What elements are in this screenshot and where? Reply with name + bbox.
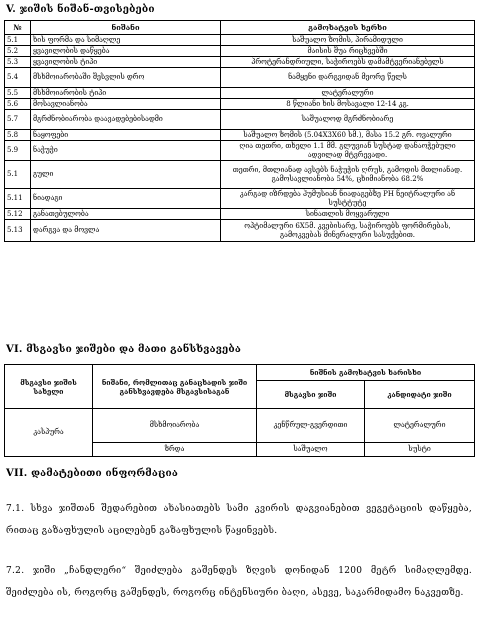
row-feature: ხის ფორმა და სიმაღლე [31, 35, 221, 46]
characteristic-row [5, 130, 475, 141]
row-number: 5.8 [5, 130, 31, 141]
row-description: საშუალო ზომის (5.04X3X60 სმ.), მასა 15.2 გრ. ოვალური [221, 130, 475, 141]
header-feature: ნიშანი [31, 21, 221, 35]
row-description: ლატერალური [221, 88, 475, 99]
header-candidate-variety: კანდიდატი ჯიში [365, 381, 475, 409]
row-feature: მსხმოიარობის ტიპი [31, 88, 221, 99]
comparison-table [4, 364, 475, 457]
candidate-variety-value: ლატერალური [365, 409, 475, 443]
characteristic-row [5, 88, 475, 99]
row-feature: ნაჭუჭი [31, 141, 221, 161]
distinguishing-sign: მსხმოიარობა [93, 409, 257, 443]
characteristic-row [5, 189, 475, 209]
header-expression: გამოხატვის ხერხი [221, 21, 475, 35]
row-number: 5.12 [5, 209, 31, 220]
row-number: 5.7 [5, 110, 31, 130]
row-description: ოპტიმალური 6X5მ. კვებისარე, საჭიროებს ფორმირებას, გამოკვებას მინერალური სასუქებით. [221, 220, 475, 242]
row-description: საშუალო ზომის, პირამიდული [221, 35, 475, 46]
characteristic-row [5, 46, 475, 57]
header-distinguishing-sign: ნიშანი, რომლითაც განაცხადის ჯიში განსხვავდება მსგავსისაგან [93, 365, 257, 409]
row-description: პროტერანდრიული, საჭიროებს დამამტვერიანებელს [221, 57, 475, 68]
section5-title: V. ჯიშის ნიშან-თვისებები [6, 4, 155, 15]
similar-variety-value: კენწრულ-გვერდითი [257, 409, 365, 443]
candidate-variety-value: სუსტი [365, 443, 475, 457]
header-number: № [5, 21, 31, 35]
header-expression-degree: ნიშნის გამოხატვის ხარისხი [257, 365, 475, 381]
characteristic-row [5, 99, 475, 110]
row-feature: ნაყოფები [31, 130, 221, 141]
row-number: 5.11 [5, 189, 31, 209]
characteristics-header-row [5, 21, 475, 35]
row-number: 5.13 [5, 220, 31, 242]
characteristic-row [5, 161, 475, 189]
comparison-header-row [5, 365, 475, 381]
distinguishing-sign: ზრდა [93, 443, 257, 457]
section6-title: VI. მსგავსი ჯიშები და მათი განსხვავება [6, 344, 241, 355]
row-feature: განათებულობა [31, 209, 221, 220]
row-feature: მსხმოიარობაში შესვლის დრო [31, 68, 221, 88]
characteristic-row [5, 35, 475, 46]
row-feature: ნიადაგი [31, 189, 221, 209]
row-feature: გული [31, 161, 221, 189]
characteristic-row [5, 220, 475, 242]
characteristic-row [5, 57, 475, 68]
row-feature: ყვავილობის დაწყება [31, 46, 221, 57]
characteristic-row [5, 110, 475, 130]
row-number: 5.6 [5, 99, 31, 110]
row-number: 5.2 [5, 46, 31, 57]
paragraph-7-1: 7.1. სხვა ჯიშთან შედარებით ახასიათებს სამი კვირის დაგვიანებით ვეგეტაციის დაწყება, რითაც გაზაფხულის აცილებენ გაზაფხულის წაყინვებს. [6, 504, 472, 536]
section7-title: VII. დამატებითი ინფორმაცია [6, 468, 179, 479]
characteristic-row [5, 209, 475, 220]
similar-variety-value: საშუალო [257, 443, 365, 457]
row-number: 5.1 [5, 161, 31, 189]
row-number: 5.3 [5, 57, 31, 68]
row-description: კარგად იზრდება ჰუმუსიან ნიადაგებზე PH ნეიტრალური ან სუსტტუტე [221, 189, 475, 209]
row-description: ნამყენი დარგვიდან მეორე წელს [221, 68, 475, 88]
row-feature: მგრძნობიარობა დაავადებებისადმი [31, 110, 221, 130]
row-feature: მოსავლიანობა [31, 99, 221, 110]
row-feature: ყვავილობის ტიპი [31, 57, 221, 68]
comparison-row [5, 409, 475, 443]
row-description: თეთრი, მთლიანად ავსებს ნაჭუჭის ღრუს, გამოდის მთლიანად. გამოსავლიანობა 54%, ცხიმიანობა 68.2% [221, 161, 475, 189]
row-number: 5.4 [5, 68, 31, 88]
row-number: 5.1 [5, 35, 31, 46]
row-number: 5.9 [5, 141, 31, 161]
row-number: 5.5 [5, 88, 31, 99]
row-description: 8 წლიანი ხის მოსავალი 12-14 კგ. [221, 99, 475, 110]
row-description: სინათლის მოყვარული [221, 209, 475, 220]
row-description: მაისის შუა რიცხვებში [221, 46, 475, 57]
paragraph-7-2: 7.2. ჯიში „ჩანდლერი“ შეიძლება გაშენდეს ზღვის დონიდან 1200 მეტრ სიმაღლემდე. შეიძლება ის, როგორც გაშენდეს, როგორც ინტენსიური ბაღი, ასევე, საკარმიდამო ნაკვეთზე. [6, 566, 472, 598]
row-description: საშუალოდ მგრძნობიარე [221, 110, 475, 130]
header-similar-variety-name: მსგავსი ჯიშის სახელი [5, 365, 93, 409]
row-feature: დარგვა და მოვლა [31, 220, 221, 242]
similar-variety-name: კასპურა [5, 409, 93, 457]
characteristic-row [5, 141, 475, 161]
header-similar-variety: მსგავსი ჯიში [257, 381, 365, 409]
row-description: ღია თეთრი, თხელი 1.1 მმ. გლუვიან სუსტად დანაოჭებული ადვილად მტვრევადი. [221, 141, 475, 161]
characteristics-table [4, 20, 475, 242]
characteristic-row [5, 68, 475, 88]
